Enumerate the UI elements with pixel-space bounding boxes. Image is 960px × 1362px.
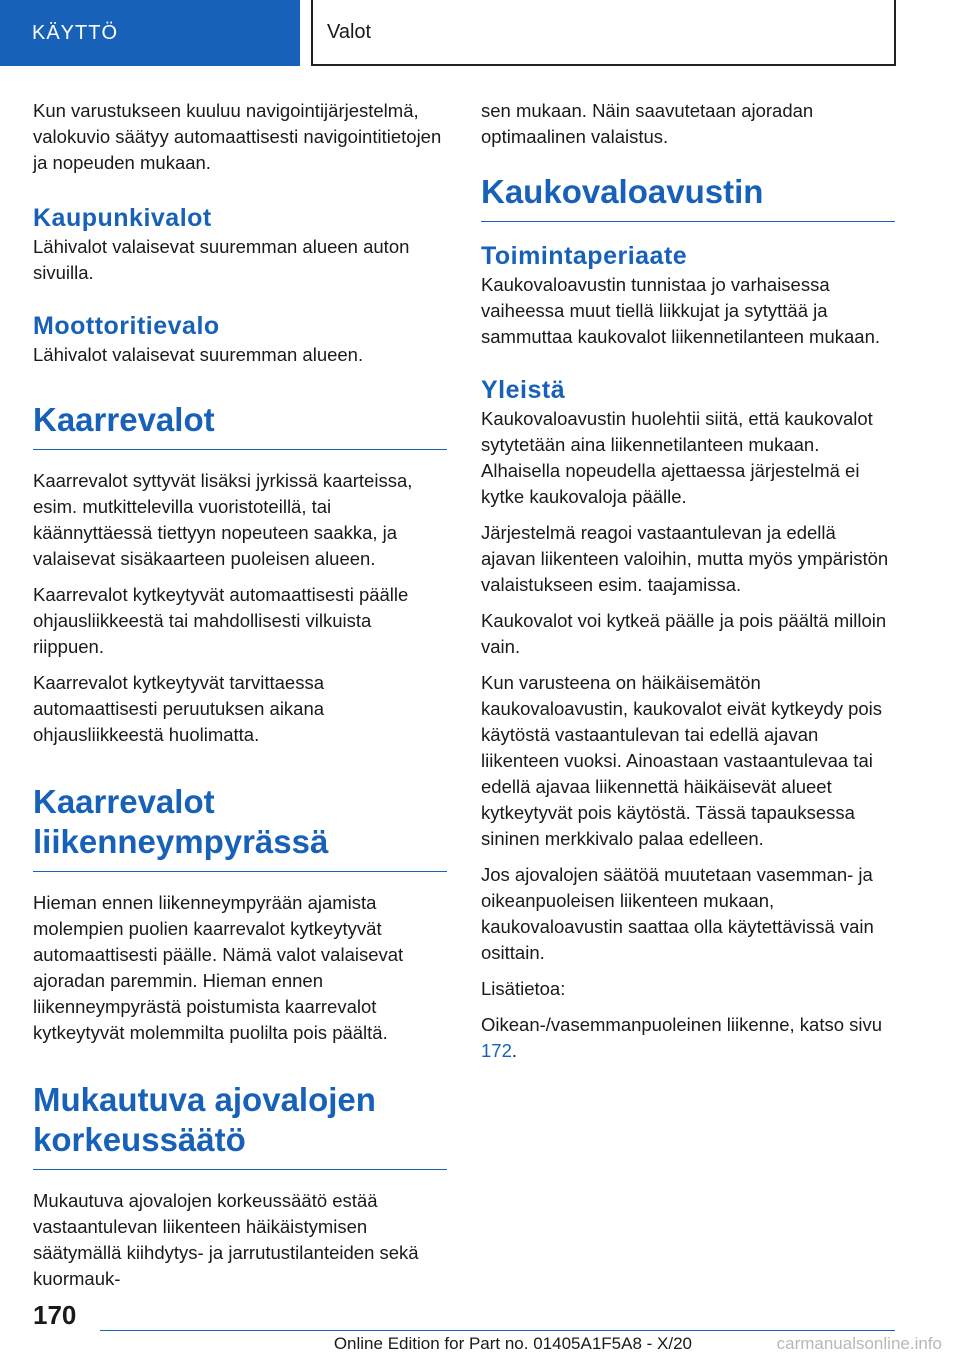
watermark: carmanualsonline.info [776, 1334, 942, 1353]
roundabout-paragraph: Hieman ennen liikenneympyrään ajamista molempien puolien kaarrevalot kytkeytyvät automaattisesti päälle. Nämä valot valaisevat ajoradan paremmin. Hieman ennen liikenneympyrästä poistumista kaarrevalot kytkeytyvät molemmilta puolilta pois päältä. [33, 892, 404, 1043]
heading-adaptive-range [33, 1080, 447, 1170]
cornering-paragraph-1: Kaarrevalot syttyvät lisäksi jyrkissä kaarteissa, esim. mutkittelevilla vuoristoteillä, tai käännyttäessä tiettyyn nopeuteen saakka, ja valaisevat sisäkaarteen puoleisen alueen. [33, 470, 413, 569]
section-title: KÄYTTÖ [32, 21, 119, 44]
general-paragraph-4: Kun varusteena on häikäisemätön kaukovaloavustin, kaukovalot eivät kytkeydy pois käytöstä vastaantulevan tai edellä ajavan liikenteen vuoksi. Ainoastaan vastaantulevaa tai edellä ajavaa liikennettä häikäisevät alueet kytkeytyvät pois käytöstä. Tässä tapauksessa sininen merkkivalo palaa edelleen. [481, 672, 883, 849]
heading-adaptive-line-1: Mukautuva ajovalojen [33, 1081, 376, 1118]
more-info-label: Lisätietoa: [481, 978, 566, 999]
cross-reference-end: . [511, 1040, 518, 1061]
general-paragraph-1: Kaukovaloavustin huolehtii siitä, että kaukovalot sytytetään aina liikennetilanteen mukaan. Alhaisella nopeudella ajettaessa järjestelmä ei kytke kaukovaloja päälle. [481, 408, 873, 507]
cornering-paragraph-3: Kaarrevalot kytkeytyvät tarvittaessa automaattisesti peruutuksen aikana ohjausliikkeestä huolimatta. [33, 672, 325, 745]
heading-motorway-light: Moottoritievalo [33, 312, 220, 340]
footer-divider [100, 1330, 895, 1331]
heading-cornering-lights: Kaarrevalot [33, 400, 447, 450]
heading-high-beam-assistant: Kaukovaloavustin [481, 172, 895, 222]
page-number: 170 [33, 1300, 77, 1330]
page-link[interactable]: 172 [481, 1040, 512, 1061]
adaptive-paragraph: Mukautuva ajovalojen korkeussäätö estää vastaantulevan liikenteen häikäistymisen säätymällä kiihdytys- ja jarrutustilanteiden sekä kuormauk- [33, 1190, 419, 1289]
heading-city-lights: Kaupunkivalot [33, 204, 212, 232]
chapter-title: Valot [327, 20, 372, 43]
right-column [481, 98, 895, 1074]
chapter-tab [311, 0, 896, 66]
heading-roundabout-line-1: Kaarrevalot [33, 783, 215, 820]
general-paragraph-5: Jos ajovalojen säätöä muutetaan vasemman- ja oikeanpuoleisen liikenteen mukaan, kaukovaloavustin saattaa olla käytettävissä vain osittain. [481, 864, 874, 963]
heading-principle: Toimintaperiaate [481, 242, 688, 270]
left-column [33, 98, 447, 1302]
heading-adaptive-line-2: korkeussäätö [33, 1121, 246, 1158]
continued-paragraph: sen mukaan. Näin saavutetaan ajoradan optimaalinen valaistus. [481, 100, 814, 147]
general-paragraph-3: Kaukovalot voi kytkeä päälle ja pois päältä milloin vain. [481, 610, 887, 657]
general-paragraph-2: Järjestelmä reagoi vastaantulevan ja edellä ajavan liikenteen valoihin, mutta myös ympäristön valaistukseen esim. taajamissa. [481, 522, 889, 595]
cross-reference [481, 1012, 895, 1064]
edition-note: Online Edition for Part no. 01405A1F5A8 - X/20 [333, 1334, 692, 1353]
heading-roundabout [33, 782, 447, 872]
principle-paragraph: Kaukovaloavustin tunnistaa jo varhaisessa vaiheessa muut tiellä liikkujat ja sytyttää ja sammuttaa kaukovalot liikennetilanteen mukaan. [481, 274, 881, 347]
heading-roundabout-line-2: liikenneympyrässä [33, 823, 329, 860]
section-tab [0, 0, 300, 66]
motorway-paragraph: Lähivalot valaisevat suuremman alueen. [33, 344, 364, 365]
cross-reference-text: Oikean-/vasemmanpuoleinen liikenne, katso sivu [481, 1014, 883, 1035]
intro-paragraph: Kun varustukseen kuuluu navigointijärjestelmä, valokuvio säätyy automaattisesti navigointitietojen ja nopeuden mukaan. [33, 100, 442, 173]
city-lights-paragraph: Lähivalot valaisevat suuremman alueen auton sivuilla. [33, 236, 410, 283]
cornering-paragraph-2: Kaarrevalot kytkeytyvät automaattisesti päälle ohjausliikkeestä tai mahdollisesti vilkuista riippuen. [33, 584, 409, 657]
heading-general: Yleistä [481, 376, 566, 404]
